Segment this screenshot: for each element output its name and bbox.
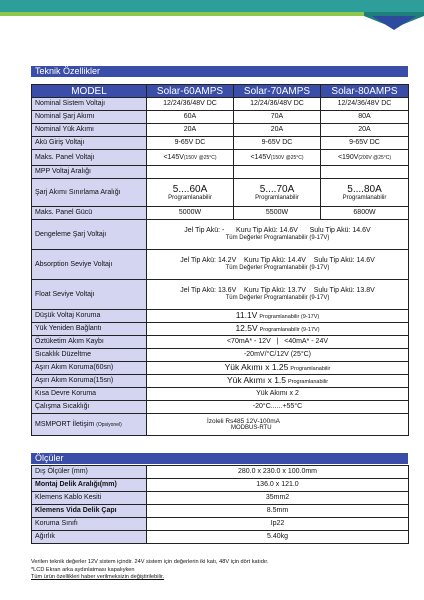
table-row <box>32 98 409 111</box>
table-row <box>32 362 409 375</box>
model-label: MODEL <box>32 85 147 98</box>
cell: 12/24/36/48V DC <box>234 98 321 111</box>
note: Tüm ürün özellikleri haber verilmeksizin değiştirilebilir. <box>31 574 165 580</box>
cell: 5500W <box>234 207 321 220</box>
header-decoration <box>0 0 424 34</box>
cell <box>234 166 321 179</box>
cell: 12.5V Programlanabilir (9-17V) <box>147 323 409 336</box>
row-label: Koruma Sınıfı <box>32 518 147 531</box>
row-label: Nominal Yük Akımı <box>32 124 147 137</box>
row-label: Dış Ölçüler (mm) <box>32 466 147 479</box>
row-label: Nominal Sistem Voltajı <box>32 98 147 111</box>
cell: 9-65V DC <box>321 137 409 150</box>
row-label: Düşük Voltaj Koruma <box>32 310 147 323</box>
table-row <box>32 280 409 310</box>
row-label: Absorption Seviye Voltajı <box>32 250 147 280</box>
cell: <145V(150V @25°C) <box>234 150 321 166</box>
cell <box>147 166 234 179</box>
cell: 80A <box>321 111 409 124</box>
row-label: MSMPORT İletişim (Opsiyonel) <box>32 414 147 436</box>
row-label: Çalışma Sıcaklığı <box>32 401 147 414</box>
table-row <box>32 179 409 207</box>
table-row <box>32 111 409 124</box>
cell: <70mA* - 12V | <40mA* - 24V <box>147 336 409 349</box>
cell: 6800W <box>321 207 409 220</box>
dimensions-table <box>31 465 409 544</box>
row-label: Kısa Devre Koruma <box>32 388 147 401</box>
cell: <145V(150V @25°C) <box>147 150 234 166</box>
note: Verilen teknik değerler 12V sistem içindir. 24V sistem için değerlerin iki katı, 48V için dört katıdır. <box>31 559 269 565</box>
cell: 136.0 x 121.0 <box>147 479 409 492</box>
row-label: Nominal Şarj Akımı <box>32 111 147 124</box>
cell: 280.0 x 230.0 x 100.0mm <box>147 466 409 479</box>
cell: Yük Akımı x 1.25 Programlanabilir <box>147 362 409 375</box>
row-label: Şarj Akımı Sınırlama Aralığı <box>32 179 147 207</box>
cell: 5....80A Programlanabilir <box>321 179 409 207</box>
table-row <box>32 220 409 250</box>
cell: 9-65V DC <box>234 137 321 150</box>
cell <box>321 166 409 179</box>
row-label: Yük Yeniden Bağlantı <box>32 323 147 336</box>
cell: 70A <box>234 111 321 124</box>
table-row <box>32 166 409 179</box>
row-label: Maks. Panel Voltajı <box>32 150 147 166</box>
row-label: Montaj Delik Aralığı(mm) <box>32 479 147 492</box>
table-row <box>32 492 409 505</box>
cell: Ip22 <box>147 518 409 531</box>
cell: 20A <box>147 124 234 137</box>
row-label: Aşırı Akım Koruma(15sn) <box>32 375 147 388</box>
model-60: Solar-60AMPS <box>147 85 234 98</box>
cell: <190V(200V @25°C) <box>321 150 409 166</box>
cell: 12/24/36/48V DC <box>147 98 234 111</box>
table-row <box>32 518 409 531</box>
table-row <box>32 323 409 336</box>
cell: 8.5mm <box>147 505 409 518</box>
table-row <box>32 207 409 220</box>
cell: Jel Tip Akü: - Kuru Tip Akü: 14.6V Sulu Tip Akü: 14.6V Tüm Değerler Programlanabilir (9-17V) <box>147 220 409 250</box>
table-row <box>32 150 409 166</box>
cell: 20A <box>234 124 321 137</box>
table-row <box>32 336 409 349</box>
model-row <box>32 85 409 98</box>
cell: 35mm2 <box>147 492 409 505</box>
cell: 12/24/36/48V DC <box>321 98 409 111</box>
cell: İzoleli Rs485 12V-100mA MODBUS-RTU <box>147 414 409 436</box>
row-label: Akü Giriş Voltajı <box>32 137 147 150</box>
cell: 5....70A Programlanabilir <box>234 179 321 207</box>
table-row <box>32 388 409 401</box>
tech-specs-header: Teknik Özellikler <box>31 66 408 77</box>
row-label: Float Seviye Voltajı <box>32 280 147 310</box>
row-label: Sıcaklık Düzeltme <box>32 349 147 362</box>
cell: 5000W <box>147 207 234 220</box>
table-row <box>32 137 409 150</box>
table-row <box>32 505 409 518</box>
tech-specs-table <box>31 84 409 436</box>
table-row <box>32 401 409 414</box>
row-label: Maks. Panel Gücü <box>32 207 147 220</box>
note: *LCD Ekran arka aydınlatması kapalıyken <box>31 566 135 573</box>
table-row <box>32 375 409 388</box>
cell: 9-65V DC <box>147 137 234 150</box>
table-row <box>32 250 409 280</box>
cell: -20mV/°C/12V (25°C) <box>147 349 409 362</box>
cell: 5.40kg <box>147 531 409 544</box>
row-label: Öztüketim Akım Kaybı <box>32 336 147 349</box>
row-label: Klemens Kablo Kesiti <box>32 492 147 505</box>
row-label: MPP Voltaj Aralığı <box>32 166 147 179</box>
table-row <box>32 531 409 544</box>
cell: 11.1V Programlanabilir (9-17V) <box>147 310 409 323</box>
dimensions-header: Ölçüler <box>31 453 408 464</box>
table-row <box>32 310 409 323</box>
cell: Yük Akımı x 1.5 Programlanabilir <box>147 375 409 388</box>
table-row <box>32 414 409 436</box>
cell: Jel Tip Akü: 13.6V Kuru Tip Akü: 13.7V Sulu Tip Akü: 13.8V Tüm Değerler Programlanabilir (9-17V) <box>147 280 409 310</box>
model-80: Solar-80AMPS <box>321 85 409 98</box>
table-row <box>32 479 409 492</box>
cell: Jel Tip Akü: 14.2V Kuru Tip Akü: 14.4V Sulu Tip Akü: 14.6V Tüm Değerler Programlanabilir (9-17V) <box>147 250 409 280</box>
row-label: Aşırı Akım Koruma(60sn) <box>32 362 147 375</box>
table-row <box>32 349 409 362</box>
cell: 20A <box>321 124 409 137</box>
cell: Yük Akımı x 2 <box>147 388 409 401</box>
row-label: Ağırlık <box>32 531 147 544</box>
table-row <box>32 124 409 137</box>
model-70: Solar-70AMPS <box>234 85 321 98</box>
row-label: Klemens Vida Delik Çapı <box>32 505 147 518</box>
cell: 60A <box>147 111 234 124</box>
cell: 5....60A Programlanabilir <box>147 179 234 207</box>
row-label: Dengeleme Şarj Voltajı <box>32 220 147 250</box>
cell: -20°C......+55°C <box>147 401 409 414</box>
table-row <box>32 466 409 479</box>
footnotes <box>31 559 408 582</box>
